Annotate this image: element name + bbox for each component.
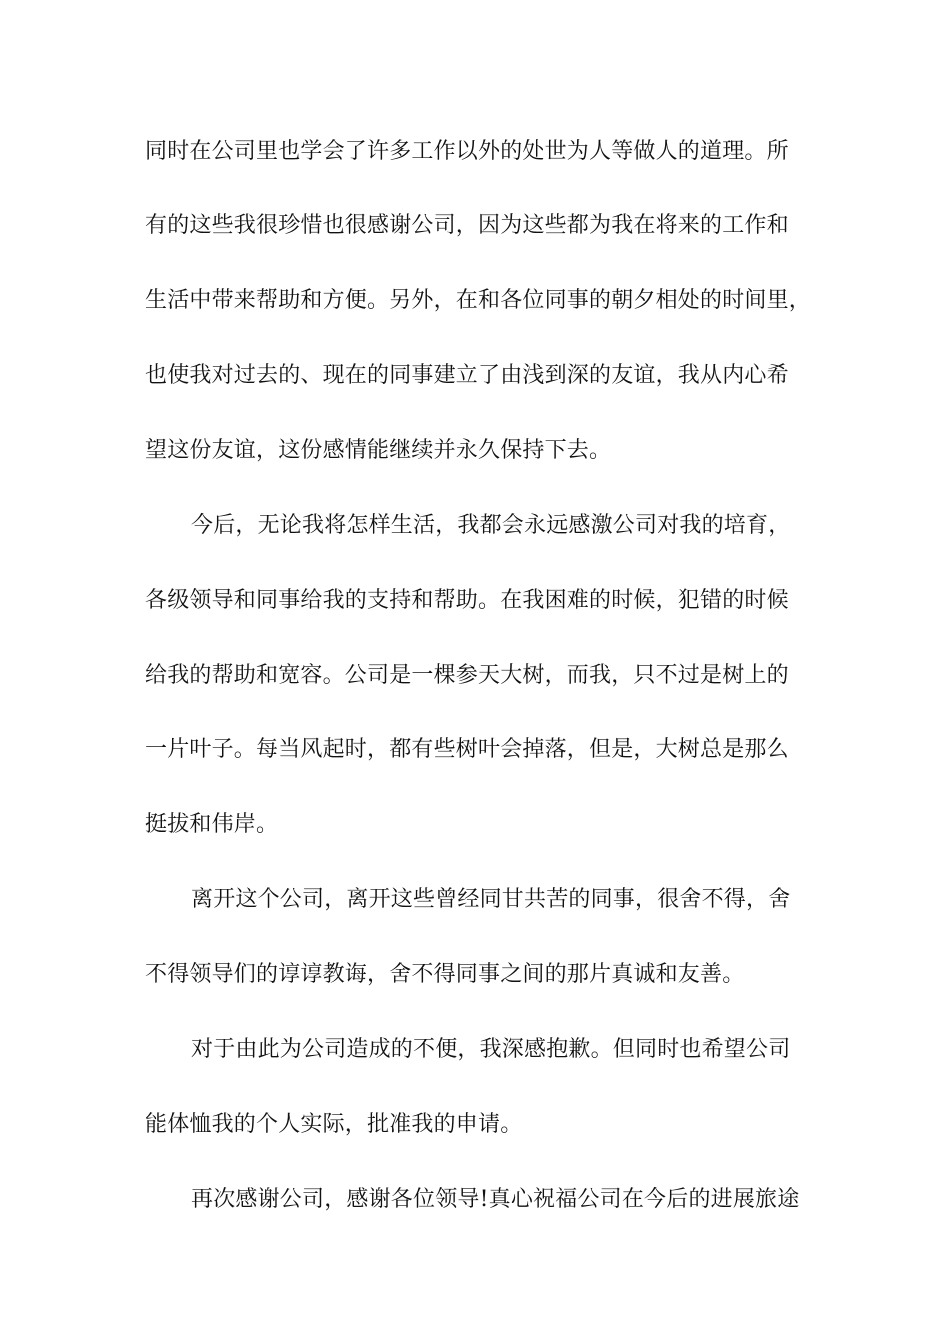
text-line: 不得领导们的谆谆教诲，舍不得同事之间的那片真诚和友善。 — [145, 962, 745, 987]
text-line: 也使我对过去的、现在的同事建立了由浅到深的友谊，我从内心希 — [145, 363, 789, 388]
text-line: 各级领导和同事给我的支持和帮助。在我困难的时候，犯错的时候 — [145, 588, 789, 613]
text-line: 挺拔和伟岸。 — [145, 812, 279, 837]
text-line: 给我的帮助和宽容。公司是一棵参天大树，而我，只不过是树上的 — [145, 663, 789, 688]
text-line: 同时在公司里也学会了许多工作以外的处世为人等做人的道理。所 — [145, 139, 789, 164]
paragraph-first-line: 对于由此为公司造成的不便，我深感抱歉。但同时也希望公司 — [191, 1037, 791, 1062]
text-line: 望这份友谊，这份感情能继续并永久保持下去。 — [145, 438, 612, 463]
text-line: 一片叶子。每当风起时，都有些树叶会掉落，但是，大树总是那么 — [145, 737, 789, 762]
text-line: 有的这些我很珍惜也很感谢公司，因为这些都为我在将来的工作和 — [145, 213, 789, 238]
paragraph-first-line: 离开这个公司，离开这些曾经同甘共苦的同事，很舍不得，舍 — [191, 887, 791, 912]
text-line: 生活中带来帮助和方便。另外，在和各位同事的朝夕相处的时间里， — [145, 288, 812, 313]
paragraph-first-line: 今后，无论我将怎样生活，我都会永远感激公司对我的培育， — [191, 513, 791, 538]
paragraph-first-line: 再次感谢公司，感谢各位领导!真心祝福公司在今后的进展旅途 — [191, 1187, 800, 1212]
text-line: 能体恤我的个人实际，批准我的申请。 — [145, 1112, 523, 1137]
